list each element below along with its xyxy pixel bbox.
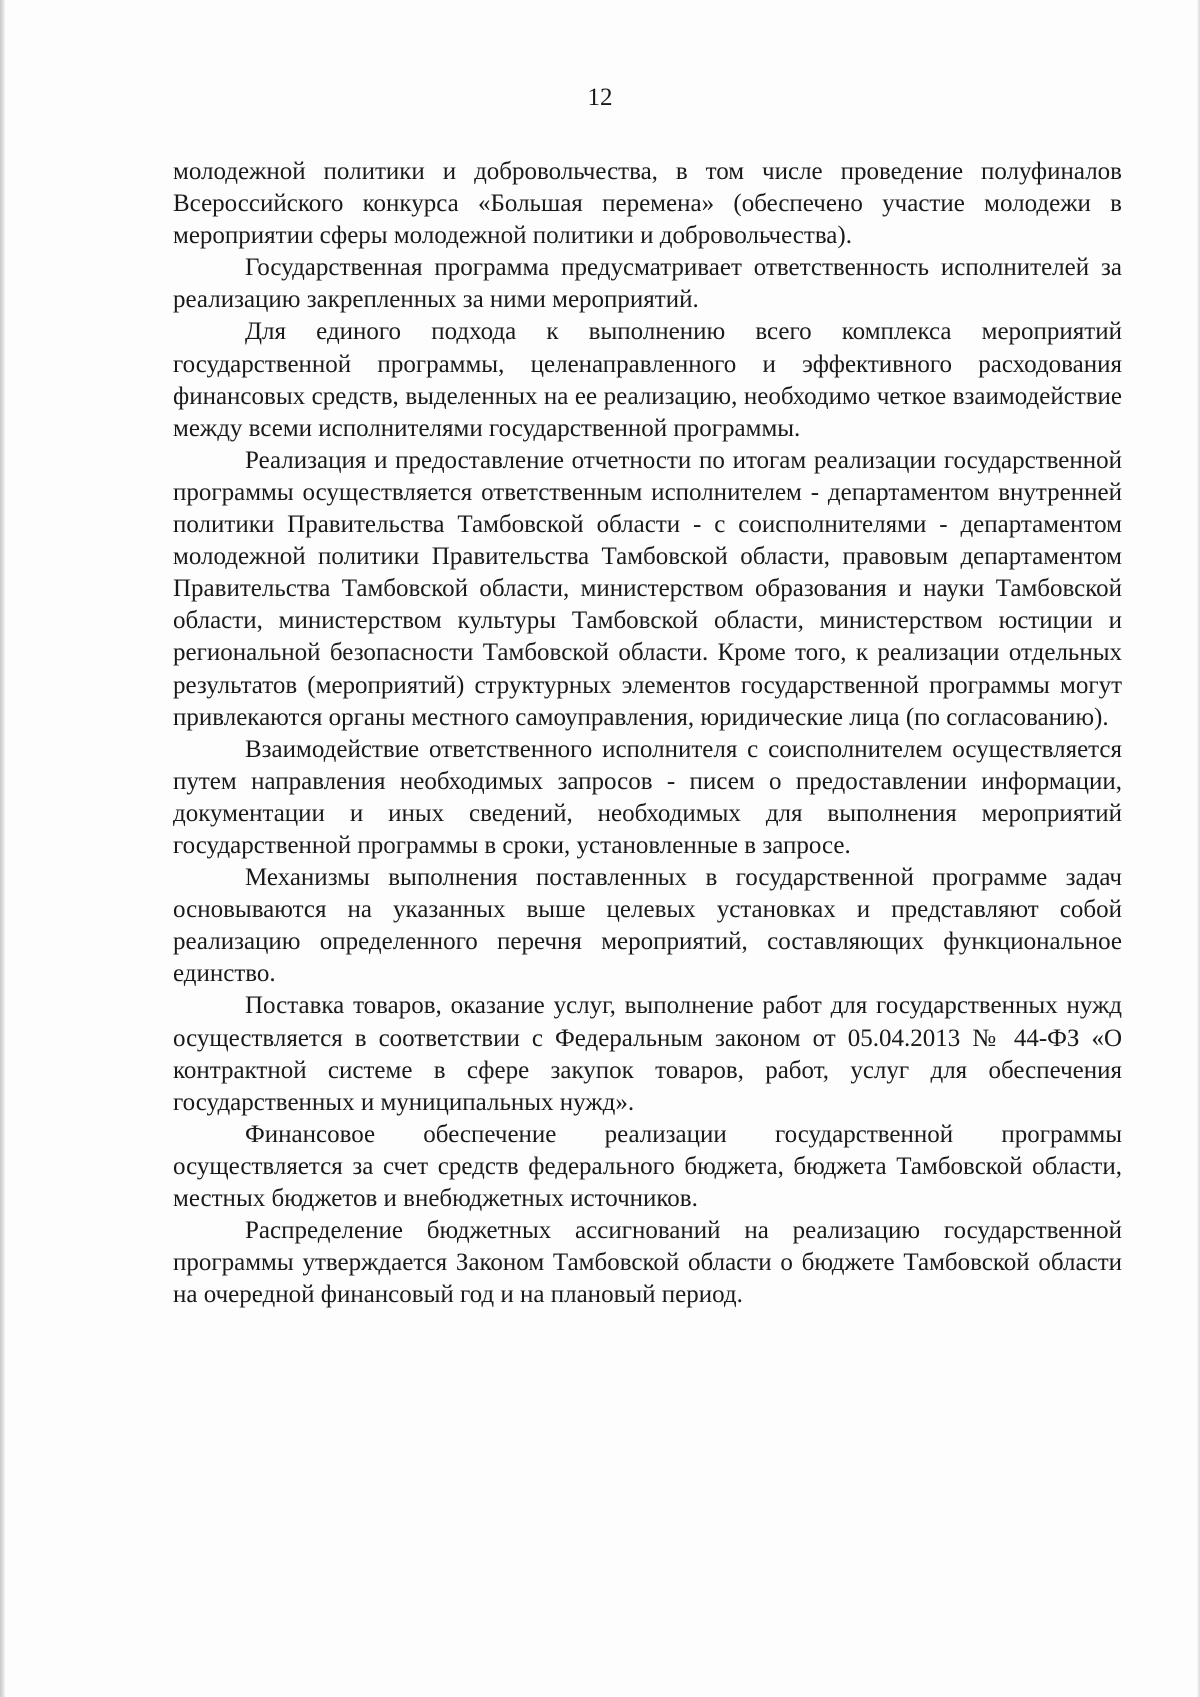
- paragraph-interaction: Взаимодействие ответственного исполнителя с соисполнителем осуществляется путем направления необходимых запросов - писем о предоставлении информации, документации и иных сведений, необходимых для выполнения мероприятий государственной программы в сроки, установленные в запросе.: [173, 735, 1122, 859]
- document-body: [173, 156, 1122, 1311]
- paragraph-responsibility: Государственная программа предусматривает ответственность исполнителей за реализацию закрепленных за ними мероприятий.: [173, 254, 1122, 314]
- paragraph-continuation: молодежной политики и добровольчества, в том числе проведение полуфиналов Всероссийского конкурса «Большая перемена» (обеспечено участие молодежи в мероприятии сферы молодежной политики и добровольчества).: [173, 158, 1122, 250]
- paragraph-mechanisms: Механизмы выполнения поставленных в государственной программе задач основываются на указанных выше целевых установках и представляют собой реализацию определенного перечня мероприятий, составляющих функциональное единство.: [173, 864, 1122, 988]
- scan-edge-left: [0, 0, 5, 1697]
- paragraph-procurement: Поставка товаров, оказание услуг, выполнение работ для государственных нужд осуществляется в соответствии с Федеральным законом от 05.04.2013 № 44-ФЗ «О контрактной системе в сфере закупок товаров, работ, услуг для обеспечения государственных и муниципальных нужд».: [173, 992, 1122, 1116]
- paragraph-financing: Финансовое обеспечение реализации государственной программы осуществляется за счет средств федерального бюджета, бюджета Тамбовской области, местных бюджетов и внебюджетных источников.: [173, 1120, 1122, 1212]
- page-number: 12: [587, 84, 613, 111]
- paragraph-budget-allocation: Распределение бюджетных ассигнований на реализацию государственной программы утверждается Законом Тамбовской области о бюджете Тамбовской области на очередной финансовый год и на плановый период.: [173, 1217, 1122, 1309]
- paragraph-implementation-reporting: Реализация и предоставление отчетности по итогам реализации государственной программы осуществляется ответственным исполнителем - департаментом внутренней политики Правительства Тамбовской области - с соисполнителями - департаментом молодежной политики Правительства Тамбовской области, правовым департаментом Правительства Тамбовской области, министерством образования и науки Тамбовской области, министерством культуры Тамбовской области, министерством юстиции и региональной безопасности Тамбовской области. Кроме того, к реализации отдельных результатов (мероприятий) структурных элементов государственной программы могут привлекаются органы местного самоуправления, юридические лица (по согласованию).: [173, 446, 1122, 731]
- paragraph-unified-approach: Для единого подхода к выполнению всего комплекса мероприятий государственной программы, целенаправленного и эффективного расходования финансовых средств, выделенных на ее реализацию, необходимо четкое взаимодействие между всеми исполнителями государственной программы.: [173, 318, 1122, 442]
